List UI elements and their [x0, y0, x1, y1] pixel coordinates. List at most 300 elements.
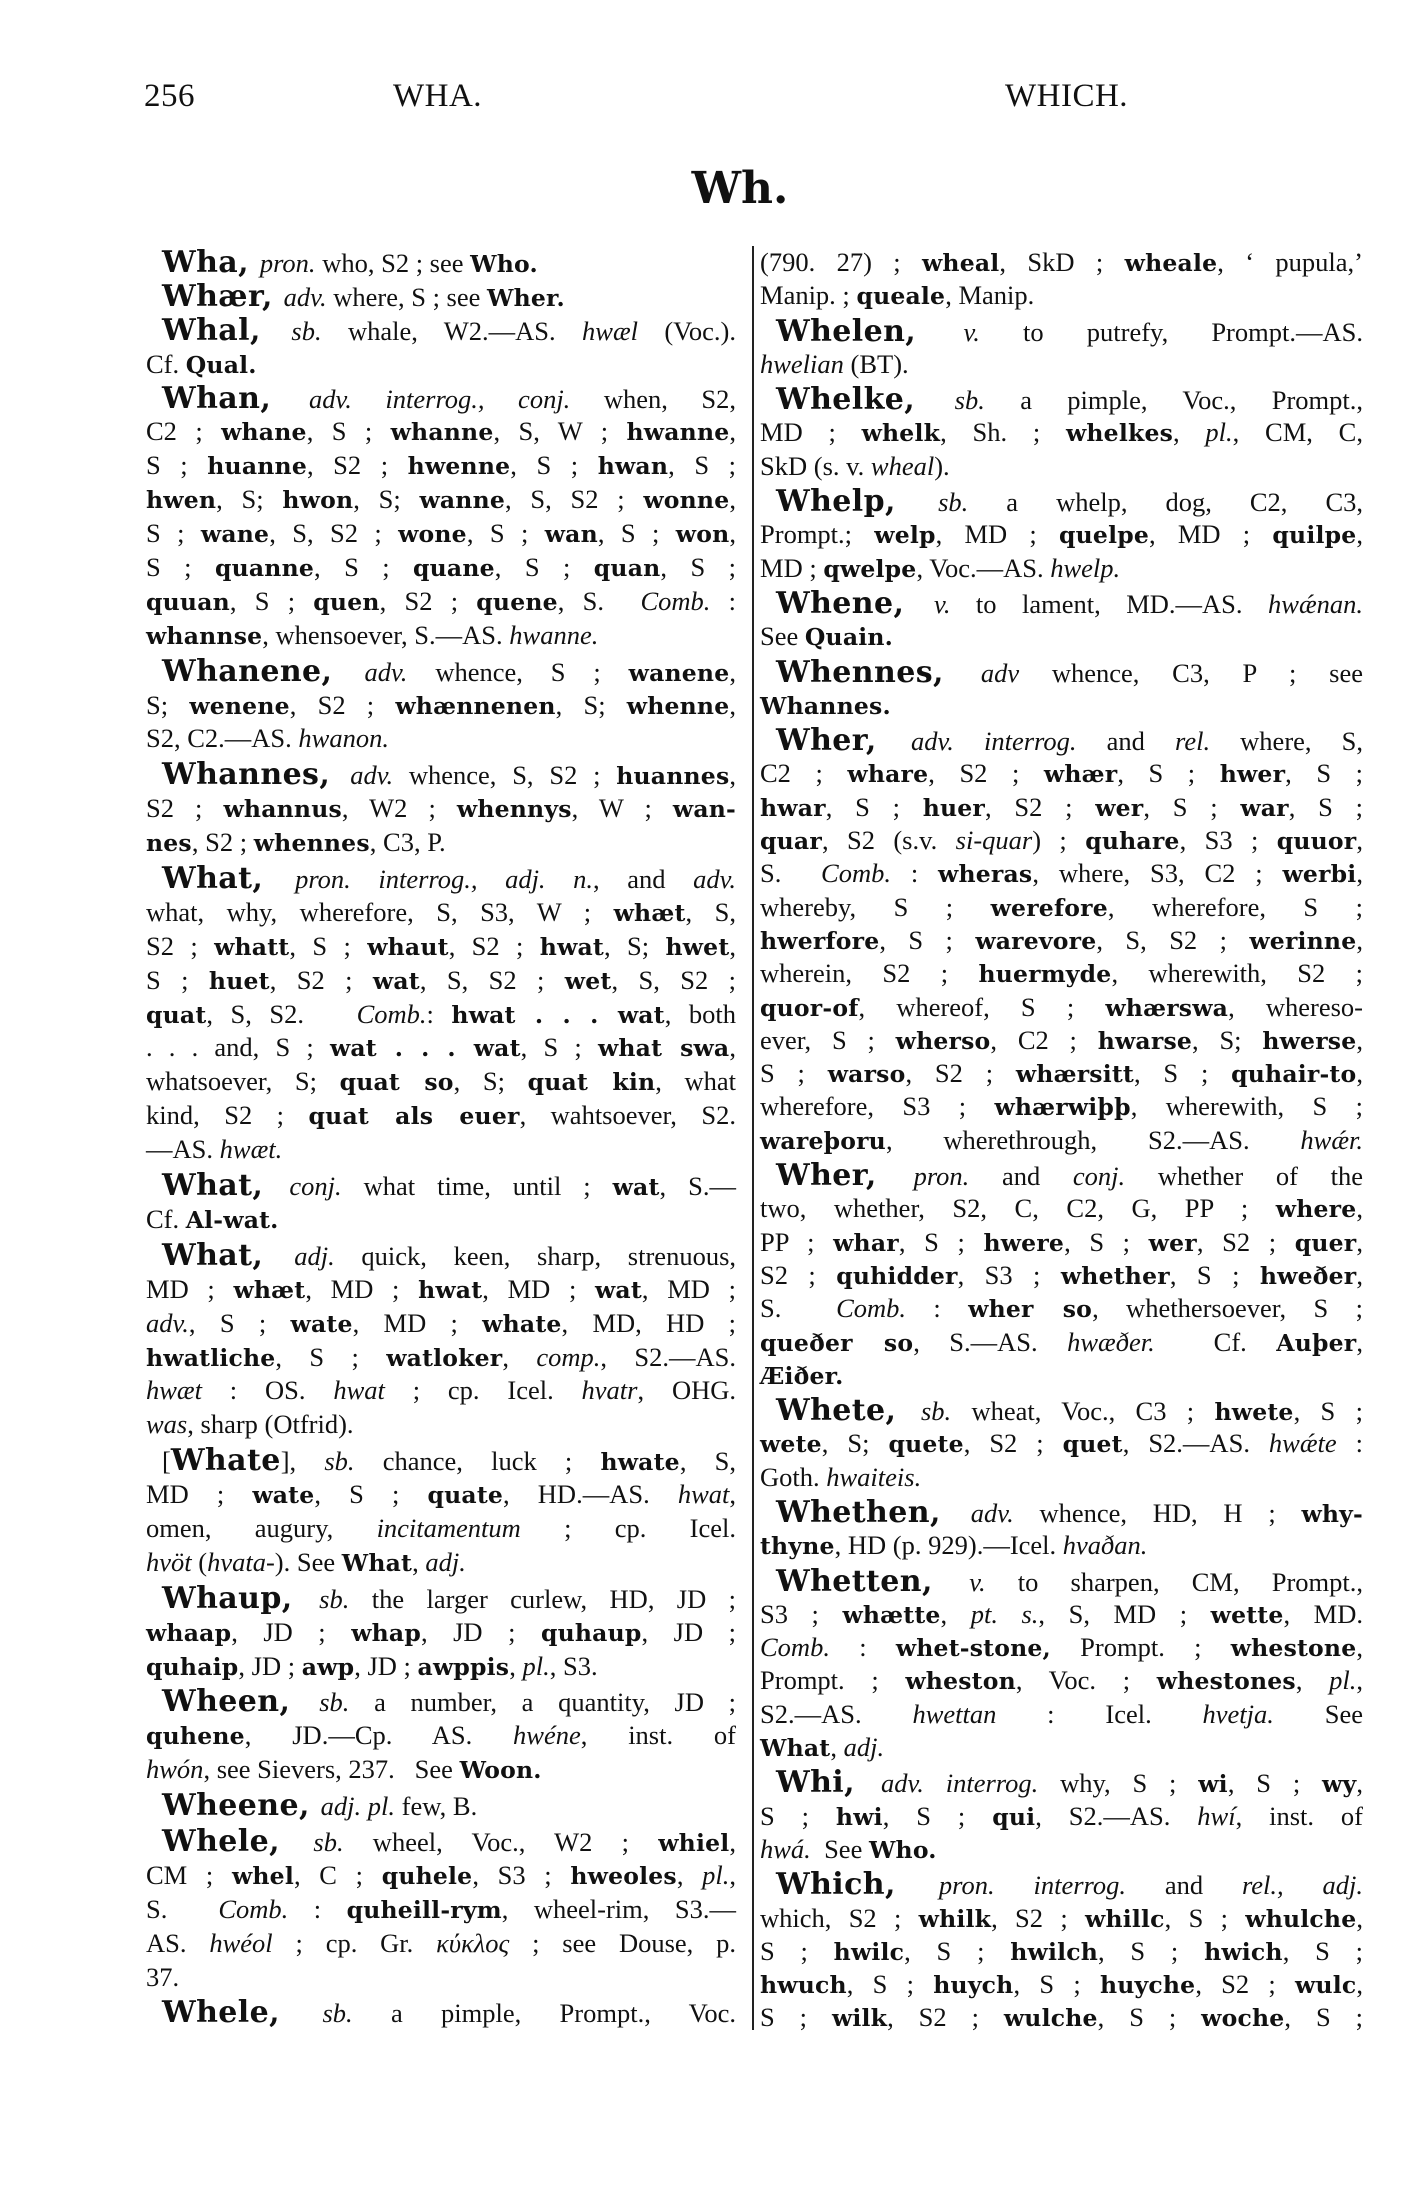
- bold-form: quhaup: [540, 1618, 642, 1647]
- text: two, whether, S2, C, C2, G, PP ;: [760, 1193, 1276, 1224]
- entry-line: [760, 824, 1363, 857]
- bold-form: whelk: [861, 419, 941, 448]
- bold-form: wanene: [628, 658, 730, 687]
- bold-form: hwenne: [407, 452, 511, 481]
- text: , S3 ;: [1179, 825, 1277, 856]
- text: , where, S3, C2 ;: [1032, 858, 1283, 889]
- text: , Manip.: [945, 280, 1035, 311]
- text: , S ;: [1133, 1058, 1232, 1089]
- entry-line: [760, 1731, 1363, 1764]
- text: , S2.—AS.: [600, 1341, 737, 1372]
- bold-form: wi: [1198, 1770, 1228, 1799]
- entry-first-line: [760, 1565, 1363, 1598]
- entry-line: [146, 1133, 736, 1167]
- text: ,: [1356, 825, 1364, 856]
- italic-text: pl.: [1205, 417, 1233, 448]
- headword: Whal,: [162, 312, 292, 348]
- entry-line: [146, 1031, 736, 1065]
- text: ever, S ;: [760, 1024, 896, 1055]
- italic-text: hwelian: [760, 348, 844, 379]
- text: , S2 ;: [306, 450, 408, 481]
- text: , JD ;: [420, 1616, 541, 1647]
- text: , S.—: [659, 1171, 736, 1202]
- entry-line: [146, 930, 736, 964]
- entry-line: [146, 551, 736, 585]
- text: , JD ;: [231, 1616, 352, 1647]
- bold-form: Auþer: [1276, 1328, 1357, 1357]
- entry-line: [760, 416, 1363, 449]
- entry-line: [146, 1546, 736, 1580]
- text: , HD (p. 929).—Icel.: [834, 1530, 1063, 1561]
- italic-text: Comb.: [836, 1293, 907, 1324]
- entry-line: [146, 792, 736, 826]
- entry-line: [760, 279, 1363, 312]
- italic-text: hwaiteis.: [826, 1461, 922, 1492]
- entry-first-line: [146, 280, 736, 314]
- text: , MD ;: [305, 1273, 419, 1304]
- text: Prompt. ;: [760, 1665, 906, 1696]
- text: , S,: [685, 896, 736, 927]
- italic-text: incitamentum: [376, 1512, 521, 1543]
- text: , Voc. ;: [1015, 1665, 1157, 1696]
- bold-form: werefore: [990, 893, 1108, 922]
- text: See: [760, 621, 805, 652]
- italic-text: hvatr: [581, 1375, 638, 1406]
- text: , S2 ;: [905, 1058, 1016, 1089]
- column-left: [146, 246, 736, 2030]
- headword: What,: [162, 1237, 295, 1273]
- text: when, S2,: [570, 383, 736, 414]
- text: , JD ;: [641, 1616, 736, 1647]
- bold-form: quan: [593, 554, 661, 583]
- text: , S ;: [510, 450, 598, 481]
- bold-form: won: [675, 520, 730, 549]
- text: , S ;: [1013, 1969, 1100, 2000]
- text: ,: [1356, 924, 1363, 955]
- text: ,: [412, 1546, 426, 1577]
- italic-text: hwanon.: [298, 723, 389, 754]
- text: , S ;: [1143, 791, 1241, 822]
- bold-form: Who.: [470, 250, 538, 278]
- bold-form: quat: [146, 1000, 207, 1029]
- bold-form: Who.: [868, 1835, 937, 1864]
- text: S.: [760, 1293, 837, 1324]
- text: , MD ;: [1149, 519, 1273, 550]
- bold-form: hwuch: [760, 1971, 847, 2000]
- text: , S;: [453, 1066, 528, 1097]
- text: :: [906, 1293, 969, 1324]
- text: , C2 ;: [990, 1024, 1098, 1055]
- text: , W2 ;: [341, 793, 457, 824]
- text: S ;: [146, 450, 208, 481]
- bold-form: wat: [372, 966, 420, 995]
- text: S2 ;: [760, 1259, 837, 1290]
- bold-form: huych: [933, 1971, 1014, 2000]
- italic-text: rel.: [1174, 726, 1211, 757]
- bold-form: awp: [301, 1652, 355, 1681]
- text: MD ;: [760, 552, 824, 583]
- bold-form: wat: [595, 1275, 642, 1304]
- bold-form: whether: [1060, 1261, 1170, 1290]
- italic-text: adv.: [970, 1497, 1014, 1528]
- text: 37.: [146, 1961, 180, 1992]
- bold-form: quer: [1294, 1228, 1357, 1257]
- entry-first-line: [760, 1159, 1363, 1192]
- entry-line: [146, 1927, 736, 1961]
- text: , S;: [353, 484, 420, 515]
- headword: Whannes,: [162, 757, 351, 793]
- bold-form: whel: [231, 1861, 294, 1890]
- entry-first-line: [146, 1169, 736, 1203]
- bold-form: quhidder: [836, 1261, 958, 1290]
- text: S ;: [760, 1935, 834, 1966]
- entry-first-line: [760, 587, 1363, 620]
- text: See: [1273, 1698, 1363, 1729]
- text: : Icel.: [996, 1698, 1203, 1729]
- italic-text: hwelp.: [1050, 552, 1121, 583]
- bold-form: wheras: [938, 860, 1033, 889]
- text: , S, MD ;: [1038, 1598, 1211, 1629]
- text: ; cp. Gr.: [272, 1927, 437, 1958]
- text: , S ;: [494, 552, 594, 583]
- entry-line: [146, 826, 736, 860]
- text: , S;: [216, 484, 283, 515]
- text: , S ;: [229, 585, 314, 616]
- bold-form: wat: [612, 1173, 660, 1202]
- bold-form: wat . . . wat: [329, 1034, 521, 1063]
- bold-form: whærsitt: [1015, 1060, 1134, 1089]
- bold-form: whar: [833, 1228, 899, 1257]
- text: ],: [280, 1446, 325, 1477]
- bold-form: wenene: [189, 691, 290, 720]
- text: , wherefore, S ;: [1107, 891, 1363, 922]
- text: : OS.: [201, 1375, 334, 1406]
- entry-line: [146, 722, 736, 756]
- text: , S ;: [466, 518, 545, 549]
- section-title: Wh.: [691, 163, 789, 214]
- text: MD ;: [760, 417, 862, 448]
- text: ,: [1295, 1665, 1330, 1696]
- text: , S ;: [314, 552, 414, 583]
- italic-text: pl.: [702, 1859, 730, 1890]
- bold-form: quilpe: [1272, 521, 1357, 550]
- text: what time, until ;: [341, 1171, 613, 1202]
- text: AS.: [146, 1927, 210, 1958]
- italic-text: hwéol: [209, 1927, 273, 1958]
- text: , S2 ;: [887, 2002, 1004, 2033]
- bold-form: huannes: [616, 762, 730, 791]
- text: ,: [729, 656, 736, 687]
- italic-text: conj.: [1072, 1161, 1126, 1192]
- bold-form: woche: [1201, 2004, 1285, 2033]
- text: S ;: [146, 964, 209, 995]
- bold-form: wete: [760, 1430, 822, 1459]
- text: MD ;: [146, 1273, 234, 1304]
- bold-form: whilk: [918, 1904, 992, 1933]
- italic-text: hwettan: [912, 1698, 997, 1729]
- text: ,: [1356, 1768, 1363, 1799]
- entry-line: [146, 585, 736, 619]
- italic-text: hwanne.: [509, 619, 599, 650]
- bold-form: huet: [208, 966, 270, 995]
- text: , S;: [1192, 1024, 1263, 1055]
- entry-line: [146, 1273, 736, 1307]
- entry-line: [146, 1478, 736, 1512]
- headword: Wher,: [776, 723, 911, 759]
- text: who, S2 ; see: [315, 248, 471, 278]
- text: whatsoever, S;: [146, 1066, 340, 1097]
- text: S.: [760, 858, 822, 889]
- entry-first-line: [760, 485, 1363, 518]
- bold-form: hwatliche: [146, 1343, 276, 1372]
- text: , S, S2 ;: [611, 964, 736, 995]
- italic-text: sb.: [954, 385, 985, 416]
- bold-form: whaut: [367, 932, 449, 961]
- running-head-left: WHA.: [393, 78, 483, 114]
- text: ,: [1356, 1902, 1363, 1933]
- text: ,: [729, 689, 736, 720]
- text: ,: [1356, 1024, 1363, 1055]
- bold-form: Al-wat.: [185, 1205, 279, 1234]
- entry-line: [146, 619, 736, 653]
- text: to lament, MD.—AS.: [950, 588, 1269, 619]
- text: CM ;: [146, 1859, 232, 1890]
- headword: Whanene,: [162, 653, 365, 689]
- bold-form: wheale: [1124, 249, 1218, 277]
- bold-form: wheal: [922, 249, 1000, 277]
- text: ,: [729, 1826, 736, 1857]
- entry-line: [760, 1124, 1363, 1157]
- text: [: [162, 1446, 171, 1477]
- entry-first-line: [146, 314, 736, 348]
- entry-line: [760, 1902, 1363, 1935]
- text: ,: [1356, 1632, 1363, 1663]
- text: , S, W ;: [493, 416, 627, 447]
- bold-form: quene: [476, 587, 558, 616]
- text: , S ;: [660, 552, 736, 583]
- italic-text: sb.: [319, 1583, 350, 1614]
- text: , MD, HD ;: [561, 1307, 736, 1338]
- bold-form: Qual.: [185, 350, 257, 379]
- bold-form: hwere: [983, 1228, 1065, 1257]
- bold-form: Quain.: [804, 623, 894, 652]
- text: , S, S2 ;: [269, 518, 399, 549]
- italic-text: adv.: [364, 656, 408, 687]
- headword: Whelp,: [776, 484, 939, 520]
- bold-form: what swa: [597, 1034, 730, 1063]
- bold-form: What: [760, 1734, 831, 1763]
- text: (BT).: [843, 348, 909, 379]
- entry-line: [146, 483, 736, 517]
- bold-form: quhair-to: [1231, 1060, 1357, 1089]
- text: , S ;: [898, 1226, 984, 1257]
- bold-form: qwelpe: [823, 554, 917, 583]
- text: , S ;: [846, 1969, 934, 2000]
- bold-form: hwer: [1219, 760, 1286, 789]
- italic-text: hwéne: [513, 1720, 581, 1751]
- headword: Wheene,: [162, 1788, 321, 1824]
- bold-form: whate: [482, 1309, 562, 1338]
- text: , S.—AS.: [913, 1326, 1068, 1357]
- bold-form: wherso: [895, 1026, 991, 1055]
- text: , and: [593, 864, 694, 895]
- entry-line: [760, 857, 1363, 890]
- text: S ;: [760, 1800, 836, 1831]
- text: , ‘ pupula,’: [1217, 247, 1363, 277]
- italic-text: v.: [963, 316, 980, 347]
- entry-first-line: [760, 383, 1363, 416]
- entry-line: [146, 1859, 736, 1893]
- italic-text: hwá.: [760, 1833, 811, 1864]
- bold-form: wareþoru: [760, 1126, 886, 1155]
- bold-form: quhele: [381, 1861, 473, 1890]
- text: , S2 ;: [1196, 1226, 1295, 1257]
- italic-text: adj. pl.: [320, 1791, 396, 1822]
- text: , S ;: [882, 1800, 993, 1831]
- bold-form: warevore: [975, 926, 1097, 955]
- text: , S ;: [1117, 758, 1220, 789]
- text: a number, a quantity, JD ;: [349, 1687, 736, 1718]
- text: , wherewith, S2 ;: [1111, 958, 1364, 989]
- italic-text: conj.: [289, 1171, 342, 1202]
- text: chance, luck ;: [354, 1446, 601, 1477]
- text: , S ;: [1164, 1902, 1246, 1933]
- entry-line: [760, 1326, 1363, 1359]
- entry-line: [146, 1719, 736, 1753]
- entry-first-line: [146, 1996, 736, 2030]
- bold-form: wane: [200, 520, 270, 549]
- headword: Whate: [170, 1443, 281, 1479]
- entry-first-line: [146, 246, 736, 280]
- bold-form: hwan: [597, 452, 669, 481]
- headword: Whele,: [162, 1995, 323, 2031]
- bold-form: nes: [146, 829, 192, 858]
- text: , MD.: [1283, 1598, 1363, 1629]
- bold-form: quat kin: [527, 1068, 656, 1097]
- bold-form: hwich: [1204, 1937, 1283, 1966]
- entry-line: [760, 924, 1363, 957]
- text: (: [191, 1546, 208, 1577]
- text: , S2 ;: [448, 930, 540, 961]
- text: , S2.—AS.: [1035, 1800, 1198, 1831]
- bold-form: whaap: [146, 1618, 232, 1647]
- italic-text: sb.: [319, 1687, 350, 1718]
- bold-form: whærwiþþ: [994, 1093, 1131, 1122]
- text: Cf.: [146, 348, 186, 379]
- bold-form: huyche: [1099, 1971, 1196, 2000]
- text: ,: [509, 1650, 523, 1681]
- entry-line: [146, 1307, 736, 1341]
- headword: Whennes,: [776, 654, 981, 690]
- italic-text: hwat: [333, 1375, 385, 1406]
- entry-line: [146, 348, 736, 382]
- bold-form: wulche: [1003, 2004, 1098, 2033]
- bold-form: Woon.: [459, 1756, 542, 1785]
- bold-form: wonne: [643, 486, 730, 515]
- text: , S2 ;: [928, 758, 1044, 789]
- text: whence, C3, P ; see: [1019, 657, 1363, 688]
- text: , S, S2.: [206, 998, 357, 1029]
- bold-form: thyne: [760, 1532, 835, 1561]
- bold-form: hwate: [600, 1448, 680, 1477]
- text: , inst. of: [580, 1720, 736, 1751]
- entry-line: [760, 757, 1363, 790]
- bold-form: hwi: [835, 1802, 883, 1831]
- entry-line: [760, 991, 1363, 1024]
- italic-text: rel., adj.: [1241, 1870, 1363, 1901]
- text: , S, S2 ;: [505, 484, 644, 515]
- text: , S ;: [1285, 758, 1363, 789]
- entry-line: [146, 415, 736, 449]
- text: ).: [934, 450, 950, 481]
- bold-form: whelkes: [1065, 419, 1174, 448]
- entry-line: [760, 791, 1363, 824]
- entry-line: [760, 689, 1363, 722]
- text: whence, HD, H ;: [1013, 1497, 1302, 1528]
- entry-first-line: [146, 758, 736, 792]
- entry-line: [760, 246, 1363, 279]
- page-number: 256: [144, 78, 195, 114]
- bold-form: whenne: [626, 691, 730, 720]
- text: ,: [940, 1598, 971, 1629]
- italic-text: sb.: [324, 1446, 355, 1477]
- text: Cf.: [146, 1203, 186, 1234]
- entry-line: [760, 1698, 1363, 1731]
- text: :: [710, 585, 736, 616]
- bold-form: hweðer: [1259, 1261, 1357, 1290]
- italic-text: pl.: [1329, 1665, 1357, 1696]
- entry-first-line: [146, 1825, 736, 1859]
- entry-line: [760, 1833, 1363, 1866]
- entry-first-line: [760, 656, 1363, 689]
- bold-form: Whannes.: [760, 691, 891, 720]
- text: , S ;: [1227, 1768, 1323, 1799]
- text: ,: [1356, 519, 1363, 550]
- bold-form: wy: [1322, 1770, 1357, 1799]
- italic-text: adj.: [425, 1546, 466, 1577]
- italic-text: adv. interrog.: [881, 1768, 1039, 1799]
- italic-text: sb.: [291, 315, 322, 346]
- text: , wheel-rim, S3.—: [501, 1893, 736, 1924]
- text: —AS.: [146, 1134, 220, 1165]
- entry-line: [146, 1099, 736, 1133]
- italic-text: hwat: [677, 1479, 730, 1510]
- entry-line: [146, 1341, 736, 1375]
- text: , S2 ;: [269, 964, 373, 995]
- italic-text: adv.: [283, 281, 327, 312]
- entry-line: [146, 1650, 736, 1684]
- entry-line: [760, 2001, 1363, 2034]
- entry-first-line: [760, 315, 1363, 348]
- text: S2 ;: [146, 930, 215, 961]
- italic-text: hwæt.: [219, 1134, 283, 1165]
- entry-line: [146, 1203, 736, 1237]
- bold-form: hwet: [665, 932, 730, 961]
- text: , S ;: [1284, 2002, 1363, 2033]
- entry-line: [760, 348, 1363, 381]
- bold-form: whænnenen: [395, 691, 556, 720]
- text: ,: [1356, 1226, 1363, 1257]
- italic-text: sb.: [938, 487, 969, 518]
- bold-form: werinne: [1249, 926, 1357, 955]
- italic-text: v.: [934, 588, 951, 619]
- entry-line: [760, 1359, 1363, 1392]
- text: ,: [1356, 1193, 1363, 1224]
- entry-line: [146, 896, 736, 930]
- entry-line: [146, 517, 736, 551]
- italic-text: adv. interrog., conj.: [308, 383, 571, 414]
- entry-line: [760, 552, 1363, 585]
